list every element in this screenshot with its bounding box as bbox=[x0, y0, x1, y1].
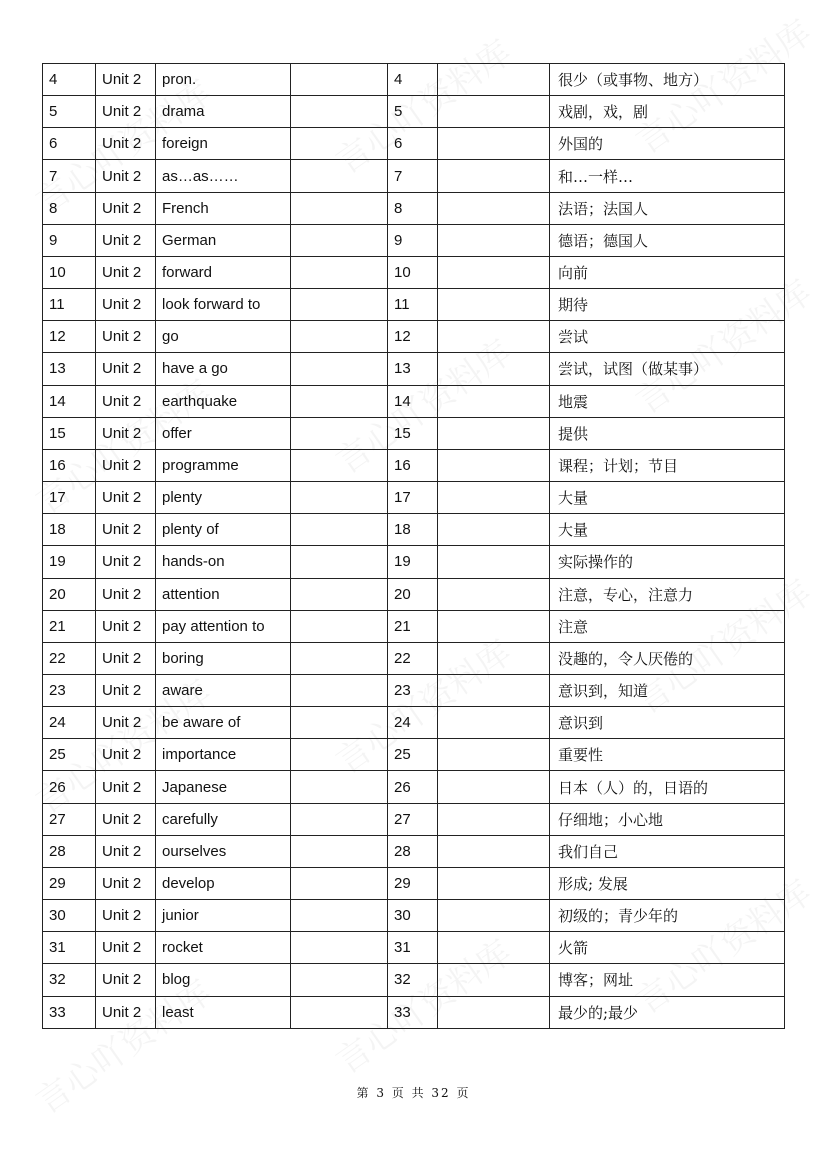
cell-unit: Unit 2 bbox=[96, 707, 156, 739]
cell-english-word: blog bbox=[156, 964, 291, 996]
table-row bbox=[43, 771, 785, 803]
cell-unit: Unit 2 bbox=[96, 900, 156, 932]
cell-index: 32 bbox=[43, 964, 96, 996]
cell-blank-answer bbox=[291, 674, 388, 706]
cell-unit: Unit 2 bbox=[96, 192, 156, 224]
cell-index: 20 bbox=[43, 578, 96, 610]
cell-chinese-meaning: 向前 bbox=[550, 256, 785, 288]
cell-index: 30 bbox=[43, 900, 96, 932]
cell-unit: Unit 2 bbox=[96, 321, 156, 353]
cell-blank-answer-2 bbox=[438, 64, 550, 96]
cell-blank-answer-2 bbox=[438, 642, 550, 674]
cell-index: 16 bbox=[43, 449, 96, 481]
cell-english-word: ourselves bbox=[156, 835, 291, 867]
cell-index-2: 5 bbox=[388, 96, 438, 128]
cell-index-2: 28 bbox=[388, 835, 438, 867]
cell-blank-answer bbox=[291, 867, 388, 899]
cell-english-word: pron. bbox=[156, 64, 291, 96]
table-row bbox=[43, 610, 785, 642]
cell-blank-answer bbox=[291, 64, 388, 96]
table-row bbox=[43, 289, 785, 321]
cell-index-2: 6 bbox=[388, 128, 438, 160]
table-row bbox=[43, 932, 785, 964]
cell-chinese-meaning: 没趣的，令人厌倦的 bbox=[550, 642, 785, 674]
cell-english-word: forward bbox=[156, 256, 291, 288]
cell-index: 19 bbox=[43, 546, 96, 578]
cell-index-2: 4 bbox=[388, 64, 438, 96]
cell-chinese-meaning: 最少的;最少 bbox=[550, 996, 785, 1028]
cell-unit: Unit 2 bbox=[96, 835, 156, 867]
cell-english-word: German bbox=[156, 224, 291, 256]
cell-index-2: 29 bbox=[388, 867, 438, 899]
table-row bbox=[43, 64, 785, 96]
cell-english-word: hands-on bbox=[156, 546, 291, 578]
table-row bbox=[43, 835, 785, 867]
table-row bbox=[43, 642, 785, 674]
table-row bbox=[43, 514, 785, 546]
cell-english-word: programme bbox=[156, 449, 291, 481]
cell-index-2: 12 bbox=[388, 321, 438, 353]
cell-english-word: junior bbox=[156, 900, 291, 932]
cell-chinese-meaning: 注意 bbox=[550, 610, 785, 642]
cell-blank-answer-2 bbox=[438, 739, 550, 771]
cell-chinese-meaning: 地震 bbox=[550, 385, 785, 417]
cell-chinese-meaning: 课程；计划；节目 bbox=[550, 449, 785, 481]
cell-unit: Unit 2 bbox=[96, 610, 156, 642]
cell-chinese-meaning: 大量 bbox=[550, 514, 785, 546]
cell-index: 27 bbox=[43, 803, 96, 835]
cell-blank-answer-2 bbox=[438, 996, 550, 1028]
cell-blank-answer bbox=[291, 256, 388, 288]
table-row bbox=[43, 546, 785, 578]
table-row bbox=[43, 256, 785, 288]
cell-chinese-meaning: 意识到，知道 bbox=[550, 674, 785, 706]
cell-english-word: importance bbox=[156, 739, 291, 771]
cell-chinese-meaning: 火箭 bbox=[550, 932, 785, 964]
cell-blank-answer bbox=[291, 610, 388, 642]
cell-blank-answer-2 bbox=[438, 578, 550, 610]
cell-chinese-meaning: 和…一样… bbox=[550, 160, 785, 192]
cell-index-2: 26 bbox=[388, 771, 438, 803]
cell-unit: Unit 2 bbox=[96, 514, 156, 546]
cell-blank-answer-2 bbox=[438, 482, 550, 514]
cell-unit: Unit 2 bbox=[96, 932, 156, 964]
table-row bbox=[43, 160, 785, 192]
cell-index-2: 10 bbox=[388, 256, 438, 288]
cell-unit: Unit 2 bbox=[96, 224, 156, 256]
cell-index: 10 bbox=[43, 256, 96, 288]
cell-chinese-meaning: 日本（人）的，日语的 bbox=[550, 771, 785, 803]
cell-blank-answer-2 bbox=[438, 771, 550, 803]
cell-chinese-meaning: 重要性 bbox=[550, 739, 785, 771]
cell-english-word: rocket bbox=[156, 932, 291, 964]
cell-blank-answer bbox=[291, 642, 388, 674]
cell-blank-answer bbox=[291, 96, 388, 128]
cell-english-word: go bbox=[156, 321, 291, 353]
cell-blank-answer bbox=[291, 932, 388, 964]
cell-blank-answer-2 bbox=[438, 128, 550, 160]
cell-index-2: 11 bbox=[388, 289, 438, 321]
cell-index: 14 bbox=[43, 385, 96, 417]
cell-index-2: 27 bbox=[388, 803, 438, 835]
cell-unit: Unit 2 bbox=[96, 578, 156, 610]
cell-unit: Unit 2 bbox=[96, 739, 156, 771]
cell-chinese-meaning: 外国的 bbox=[550, 128, 785, 160]
table-row bbox=[43, 449, 785, 481]
cell-blank-answer bbox=[291, 160, 388, 192]
cell-blank-answer-2 bbox=[438, 385, 550, 417]
table-row bbox=[43, 224, 785, 256]
cell-blank-answer bbox=[291, 835, 388, 867]
cell-blank-answer-2 bbox=[438, 289, 550, 321]
table-row bbox=[43, 353, 785, 385]
cell-chinese-meaning: 戏剧，戏，剧 bbox=[550, 96, 785, 128]
cell-blank-answer bbox=[291, 128, 388, 160]
cell-english-word: plenty of bbox=[156, 514, 291, 546]
cell-index-2: 7 bbox=[388, 160, 438, 192]
cell-chinese-meaning: 大量 bbox=[550, 482, 785, 514]
cell-english-word: drama bbox=[156, 96, 291, 128]
cell-index: 18 bbox=[43, 514, 96, 546]
table-row bbox=[43, 803, 785, 835]
cell-english-word: have a go bbox=[156, 353, 291, 385]
cell-chinese-meaning: 仔细地；小心地 bbox=[550, 803, 785, 835]
cell-index: 28 bbox=[43, 835, 96, 867]
table-row bbox=[43, 996, 785, 1028]
vocabulary-table bbox=[42, 63, 785, 1029]
cell-unit: Unit 2 bbox=[96, 642, 156, 674]
cell-unit: Unit 2 bbox=[96, 674, 156, 706]
cell-blank-answer bbox=[291, 514, 388, 546]
cell-unit: Unit 2 bbox=[96, 96, 156, 128]
cell-chinese-meaning: 提供 bbox=[550, 417, 785, 449]
cell-index-2: 15 bbox=[388, 417, 438, 449]
cell-index: 9 bbox=[43, 224, 96, 256]
cell-blank-answer-2 bbox=[438, 900, 550, 932]
cell-blank-answer bbox=[291, 353, 388, 385]
cell-blank-answer-2 bbox=[438, 160, 550, 192]
cell-english-word: attention bbox=[156, 578, 291, 610]
cell-english-word: be aware of bbox=[156, 707, 291, 739]
cell-index-2: 30 bbox=[388, 900, 438, 932]
table-row bbox=[43, 417, 785, 449]
cell-index-2: 17 bbox=[388, 482, 438, 514]
cell-index-2: 33 bbox=[388, 996, 438, 1028]
cell-unit: Unit 2 bbox=[96, 771, 156, 803]
cell-unit: Unit 2 bbox=[96, 867, 156, 899]
cell-english-word: carefully bbox=[156, 803, 291, 835]
cell-blank-answer-2 bbox=[438, 707, 550, 739]
cell-blank-answer-2 bbox=[438, 449, 550, 481]
cell-blank-answer bbox=[291, 482, 388, 514]
cell-index-2: 14 bbox=[388, 385, 438, 417]
cell-index-2: 9 bbox=[388, 224, 438, 256]
cell-english-word: earthquake bbox=[156, 385, 291, 417]
cell-blank-answer bbox=[291, 739, 388, 771]
cell-blank-answer bbox=[291, 578, 388, 610]
cell-chinese-meaning: 注意，专心，注意力 bbox=[550, 578, 785, 610]
cell-unit: Unit 2 bbox=[96, 385, 156, 417]
cell-unit: Unit 2 bbox=[96, 289, 156, 321]
cell-blank-answer-2 bbox=[438, 321, 550, 353]
cell-english-word: look forward to bbox=[156, 289, 291, 321]
cell-english-word: least bbox=[156, 996, 291, 1028]
cell-index: 6 bbox=[43, 128, 96, 160]
cell-english-word: Japanese bbox=[156, 771, 291, 803]
cell-index: 8 bbox=[43, 192, 96, 224]
cell-unit: Unit 2 bbox=[96, 160, 156, 192]
cell-index-2: 24 bbox=[388, 707, 438, 739]
cell-index-2: 20 bbox=[388, 578, 438, 610]
cell-chinese-meaning: 实际操作的 bbox=[550, 546, 785, 578]
cell-blank-answer bbox=[291, 964, 388, 996]
cell-english-word: French bbox=[156, 192, 291, 224]
cell-blank-answer bbox=[291, 771, 388, 803]
cell-blank-answer bbox=[291, 321, 388, 353]
cell-chinese-meaning: 期待 bbox=[550, 289, 785, 321]
cell-blank-answer bbox=[291, 996, 388, 1028]
table-row bbox=[43, 739, 785, 771]
cell-unit: Unit 2 bbox=[96, 964, 156, 996]
cell-unit: Unit 2 bbox=[96, 449, 156, 481]
cell-index-2: 16 bbox=[388, 449, 438, 481]
cell-blank-answer-2 bbox=[438, 417, 550, 449]
cell-chinese-meaning: 法语；法国人 bbox=[550, 192, 785, 224]
cell-unit: Unit 2 bbox=[96, 417, 156, 449]
cell-index: 22 bbox=[43, 642, 96, 674]
cell-index: 13 bbox=[43, 353, 96, 385]
cell-index-2: 22 bbox=[388, 642, 438, 674]
table-row bbox=[43, 96, 785, 128]
cell-unit: Unit 2 bbox=[96, 353, 156, 385]
cell-unit: Unit 2 bbox=[96, 803, 156, 835]
cell-blank-answer-2 bbox=[438, 353, 550, 385]
table-row bbox=[43, 128, 785, 160]
cell-english-word: foreign bbox=[156, 128, 291, 160]
cell-index: 26 bbox=[43, 771, 96, 803]
cell-index: 31 bbox=[43, 932, 96, 964]
cell-blank-answer bbox=[291, 546, 388, 578]
cell-index-2: 13 bbox=[388, 353, 438, 385]
cell-index: 15 bbox=[43, 417, 96, 449]
cell-blank-answer bbox=[291, 707, 388, 739]
cell-blank-answer bbox=[291, 417, 388, 449]
cell-index: 24 bbox=[43, 707, 96, 739]
cell-english-word: plenty bbox=[156, 482, 291, 514]
cell-blank-answer bbox=[291, 224, 388, 256]
cell-english-word: as…as…… bbox=[156, 160, 291, 192]
cell-unit: Unit 2 bbox=[96, 64, 156, 96]
cell-blank-answer-2 bbox=[438, 610, 550, 642]
cell-unit: Unit 2 bbox=[96, 482, 156, 514]
cell-blank-answer bbox=[291, 192, 388, 224]
cell-index: 23 bbox=[43, 674, 96, 706]
cell-index-2: 32 bbox=[388, 964, 438, 996]
cell-blank-answer-2 bbox=[438, 192, 550, 224]
cell-blank-answer-2 bbox=[438, 835, 550, 867]
cell-index-2: 18 bbox=[388, 514, 438, 546]
cell-unit: Unit 2 bbox=[96, 996, 156, 1028]
cell-english-word: offer bbox=[156, 417, 291, 449]
cell-blank-answer bbox=[291, 385, 388, 417]
table-row bbox=[43, 867, 785, 899]
cell-blank-answer-2 bbox=[438, 867, 550, 899]
table-row bbox=[43, 674, 785, 706]
cell-index: 5 bbox=[43, 96, 96, 128]
table-row bbox=[43, 578, 785, 610]
cell-index-2: 21 bbox=[388, 610, 438, 642]
cell-blank-answer-2 bbox=[438, 514, 550, 546]
page-footer: 第 3 页 共 32 页 bbox=[356, 1086, 471, 1100]
cell-index: 21 bbox=[43, 610, 96, 642]
cell-chinese-meaning: 尝试 bbox=[550, 321, 785, 353]
cell-blank-answer-2 bbox=[438, 803, 550, 835]
cell-index: 7 bbox=[43, 160, 96, 192]
cell-blank-answer-2 bbox=[438, 932, 550, 964]
cell-blank-answer-2 bbox=[438, 256, 550, 288]
cell-chinese-meaning: 德语；德国人 bbox=[550, 224, 785, 256]
cell-index: 12 bbox=[43, 321, 96, 353]
cell-index: 29 bbox=[43, 867, 96, 899]
cell-blank-answer bbox=[291, 900, 388, 932]
cell-chinese-meaning: 很少（或事物、地方） bbox=[550, 64, 785, 96]
cell-index: 33 bbox=[43, 996, 96, 1028]
cell-chinese-meaning: 形成; 发展 bbox=[550, 867, 785, 899]
table-row bbox=[43, 321, 785, 353]
cell-index: 11 bbox=[43, 289, 96, 321]
cell-index-2: 23 bbox=[388, 674, 438, 706]
cell-index: 4 bbox=[43, 64, 96, 96]
cell-blank-answer bbox=[291, 449, 388, 481]
cell-chinese-meaning: 初级的；青少年的 bbox=[550, 900, 785, 932]
cell-unit: Unit 2 bbox=[96, 256, 156, 288]
cell-chinese-meaning: 博客；网址 bbox=[550, 964, 785, 996]
cell-blank-answer-2 bbox=[438, 546, 550, 578]
cell-blank-answer-2 bbox=[438, 674, 550, 706]
cell-index-2: 25 bbox=[388, 739, 438, 771]
cell-index-2: 19 bbox=[388, 546, 438, 578]
cell-chinese-meaning: 尝试，试图（做某事） bbox=[550, 353, 785, 385]
cell-index: 17 bbox=[43, 482, 96, 514]
cell-blank-answer-2 bbox=[438, 224, 550, 256]
cell-blank-answer bbox=[291, 803, 388, 835]
table-row bbox=[43, 900, 785, 932]
cell-chinese-meaning: 我们自己 bbox=[550, 835, 785, 867]
cell-english-word: pay attention to bbox=[156, 610, 291, 642]
cell-index-2: 31 bbox=[388, 932, 438, 964]
cell-index: 25 bbox=[43, 739, 96, 771]
cell-index-2: 8 bbox=[388, 192, 438, 224]
table-row bbox=[43, 964, 785, 996]
cell-english-word: aware bbox=[156, 674, 291, 706]
cell-blank-answer-2 bbox=[438, 964, 550, 996]
cell-blank-answer-2 bbox=[438, 96, 550, 128]
table-row bbox=[43, 385, 785, 417]
cell-blank-answer bbox=[291, 289, 388, 321]
table-row bbox=[43, 192, 785, 224]
cell-english-word: boring bbox=[156, 642, 291, 674]
table-row bbox=[43, 707, 785, 739]
table-row bbox=[43, 482, 785, 514]
cell-unit: Unit 2 bbox=[96, 128, 156, 160]
cell-unit: Unit 2 bbox=[96, 546, 156, 578]
cell-chinese-meaning: 意识到 bbox=[550, 707, 785, 739]
cell-english-word: develop bbox=[156, 867, 291, 899]
